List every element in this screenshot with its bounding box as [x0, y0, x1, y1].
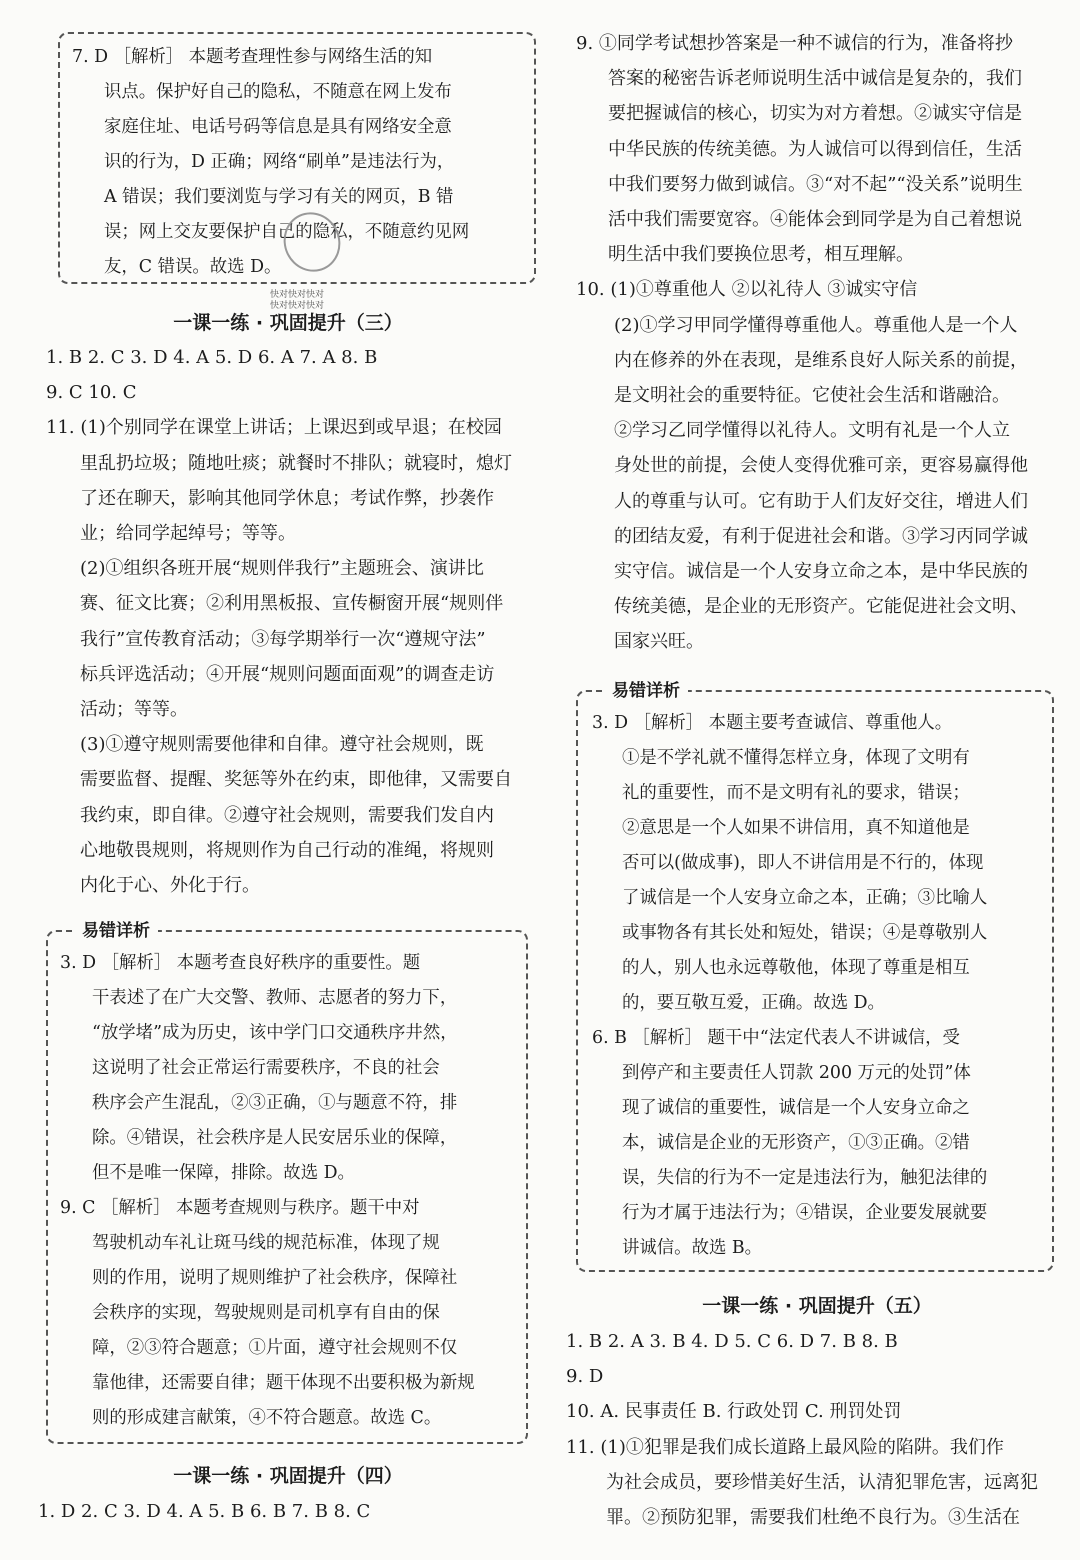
text-line: 3. D ［解析］ 本题主要考查诚信、尊重他人。: [592, 713, 953, 733]
stamp-line: 快对快对快对: [270, 290, 325, 300]
text-line: 活动；等等。: [80, 699, 188, 721]
text-line: (3)①遵守规则需要他律和自律。遵守社会规则，既: [80, 734, 484, 756]
text-line: 但不是唯一保障，排除。故选 D。: [92, 1163, 355, 1183]
answer-line: 1. B 2. A 3. B 4. D 5. C 6. D 7. B 8. B: [566, 1331, 898, 1352]
text-line: 误；网上交友要保护自己的隐私，不随意约见网: [104, 222, 470, 242]
text-line: 心地敬畏规则，将规则作为自己行动的准绳，将规则: [80, 839, 494, 861]
text-line: 内化于心、外化于行。: [80, 875, 260, 897]
text-line: 国家兴旺。: [614, 631, 704, 653]
text-line: 9. C ［解析］ 本题考查规则与秩序。题干中对: [60, 1198, 420, 1218]
text-line: (2)①组织各班开展“规则伴我行”主题班会、演讲比: [80, 558, 484, 580]
text-line: 识的行为，D 正确；网络“刷单”是违法行为，: [104, 152, 455, 172]
text-line: 友，C 错误。故选 D。: [104, 257, 282, 277]
text-line: 否可以(做成事)，即人不讲信用是不行的，体现: [622, 853, 984, 873]
text-line: ①是不学礼就不懂得怎样立身，体现了文明有: [622, 748, 970, 768]
text-line: 行为才属于违法行为；④错误，企业要发展就要: [622, 1203, 988, 1223]
text-line: 障，②③符合题意；①片面，遵守社会规则不仅: [92, 1338, 458, 1358]
text-line: 本，诚信是企业的无形资产，①③正确。②错: [622, 1133, 970, 1153]
text-line: 驾驶机动车礼让斑马线的规范标准，体现了规: [92, 1233, 440, 1253]
q10b-line: 10. A. 民事责任 B. 行政处罚 C. 刑罚处罚: [566, 1401, 902, 1423]
text-line: 中华民族的传统美德。为人诚信可以得到信任，生活: [608, 138, 1022, 160]
text-line: ②学习乙同学懂得以礼待人。文明有礼是一个人立: [614, 420, 1010, 442]
text-line: 业；给同学起绰号；等等。: [80, 523, 296, 545]
text-line: ②意思是一个人如果不讲信用，真不知道他是: [622, 818, 970, 838]
text-line: 的团结友爱，有利于促进社会和谐。③学习丙同学诚: [614, 525, 1028, 547]
text-line: 传统美德，是企业的无形资产。它能促进社会文明、: [614, 596, 1028, 618]
text-line: 是文明社会的重要特征。它使社会生活和谐融洽。: [614, 385, 1010, 407]
text-line: 赛、征文比赛；②利用黑板报、宣传橱窗开展“规则伴: [80, 593, 504, 615]
error-analysis-box-right: [576, 681, 1054, 1272]
text-line: 内在修养的外在表现，是维系良好人际关系的前提，: [614, 349, 1028, 371]
box2-text: [60, 946, 516, 1436]
text-line: 我约束，即自律。②遵守社会规则，需要我们发自内: [80, 804, 494, 826]
text-line: 除。④错误，社会秩序是人民安居乐业的保障，: [92, 1128, 458, 1148]
text-line: (2)①学习甲同学懂得尊重他人。尊重他人是一个人: [614, 314, 1018, 336]
text-line: “放学堵”成为历史，该中学门口交通秩序井然，: [92, 1023, 458, 1043]
stamp-line: 快对快对快对: [270, 301, 325, 311]
text-line: 身处世的前提，会使人变得优雅可亲，更容易赢得他: [614, 455, 1028, 477]
text-line: 罪。②预防犯罪，需要我们杜绝不良行为。③生活在: [606, 1507, 1020, 1529]
text-line: 要把握诚信的核心，切实为对方着想。②诚实守信是: [608, 103, 1022, 125]
text-line: 答案的秘密告诉老师说明生活中诚信是复杂的，我们: [608, 68, 1022, 90]
answer-line: 1. B 2. C 3. D 4. A 5. D 6. A 7. A 8. B: [46, 347, 378, 368]
text-line: 秩序会产生混乱，②③正确，①与题意不符，排: [92, 1093, 458, 1113]
text-line: 则的作用，说明了规则维护了社会秩序，保障社: [92, 1268, 458, 1288]
text-line: 或事物各有其长处和短处，错误；④是尊敬别人: [622, 923, 988, 943]
text-line: 讲诚信。故选 B。: [622, 1238, 763, 1258]
text-line: 人的尊重与认可。它有助于人们友好交往，增进人们: [614, 490, 1028, 512]
text-line: 活中我们需要宽容。④能体会到同学是为自己着想说: [608, 209, 1022, 231]
q9-first-line: 9. ①同学考试想抄答案是一种不诚信的行为，准备将抄: [576, 33, 1013, 54]
text-line: 中我们要努力做到诚信。③“对不起”“没关系”说明生: [608, 173, 1023, 195]
text-line: 到停产和主要责任人罚款 200 万元的处罚”体: [622, 1063, 971, 1083]
text-line: 标兵评选活动；④开展“规则问题面面观”的调查走访: [80, 663, 495, 685]
text-line: 则的形成建言献策，④不符合题意。故选 C。: [92, 1408, 442, 1428]
q10-first-line: 10. (1)①尊重他人 ②以礼待人 ③诚实守信: [576, 279, 918, 301]
error-analysis-box-left: [46, 921, 528, 1444]
section-title-3: 一课一练 · 巩固提升（三）: [173, 312, 403, 334]
text-line: 家庭住址、电话号码等信息是具有网络安全意: [104, 117, 452, 137]
text-line: 误，失信的行为不一定是违法行为，触犯法律的: [622, 1168, 988, 1188]
text-line: 这说明了社会正常运行需要秩序，不良的社会: [92, 1058, 440, 1078]
text-line: 会秩序的实现，驾驶规则是司机享有自由的保: [92, 1303, 440, 1323]
answer-line: 9. C 10. C: [46, 382, 137, 404]
box-tag: 易错详析: [74, 919, 158, 943]
text-line: 的，要互敬互爱，正确。故选 D。: [622, 993, 885, 1013]
text-line: 了还在聊天，影响其他同学休息；考试作弊，抄袭作: [80, 487, 494, 509]
text-line: 明生活中我们要换位思考，相互理解。: [608, 244, 914, 266]
text-line: A 错误；我们要浏览与学习有关的网页，B 错: [104, 187, 454, 207]
q11-first-line: 11. (1)个别同学在课堂上讲话；上课迟到或早退；在校园: [46, 417, 502, 439]
text-line: 里乱扔垃圾；随地吐痰；就餐时不排队；就寝时，熄灯: [80, 452, 512, 474]
box3-text: [592, 706, 1042, 1266]
text-line: 现了诚信的重要性，诚信是一个人安身立命之: [622, 1098, 970, 1118]
section-title-4: 一课一练 · 巩固提升（四）: [173, 1465, 403, 1487]
q11b-first-line: 11. (1)①犯罪是我们成长道路上最风险的陷阱。我们作: [566, 1436, 1004, 1458]
text-line: 的人，别人也永远尊敬他，体现了尊重是相互: [622, 958, 970, 978]
section-title-5: 一课一练 · 巩固提升（五）: [702, 1295, 932, 1317]
text-line: 我行”宣传教育活动；③每学期举行一次“遵规守法”: [80, 628, 486, 650]
text-line: 干表述了在广大交警、教师、志愿者的努力下，: [92, 988, 458, 1008]
text-line: 3. D ［解析］ 本题考查良好秩序的重要性。题: [60, 953, 421, 973]
text-line: 为社会成员，要珍惜美好生活，认清犯罪危害，远离犯: [606, 1471, 1038, 1493]
text-line: 了诚信是一个人安身立命之本，正确；③比喻人: [622, 888, 988, 908]
text-line: 7. D ［解析］ 本题考查理性参与网络生活的知: [72, 47, 433, 67]
answer-line: 9. D: [566, 1366, 604, 1388]
text-line: 需要监督、提醒、奖惩等外在约束，即他律，又需要自: [80, 769, 512, 791]
text-line: 礼的重要性，而不是文明有礼的要求，错误；: [622, 783, 970, 803]
box-tag: 易错详析: [604, 679, 688, 703]
text-line: 识点。保护好自己的隐私，不随意在网上发布: [104, 82, 452, 102]
text-line: 靠他律，还需要自律；题干体现不出要积极为新规: [92, 1373, 475, 1393]
text-line: 6. B ［解析］ 题干中“法定代表人不讲诚信，受: [592, 1028, 960, 1048]
text-line: 实守信。诚信是一个人安身立命之本，是中华民族的: [614, 561, 1028, 583]
answer-line: 1. D 2. C 3. D 4. A 5. B 6. B 7. B 8. C: [38, 1501, 371, 1522]
